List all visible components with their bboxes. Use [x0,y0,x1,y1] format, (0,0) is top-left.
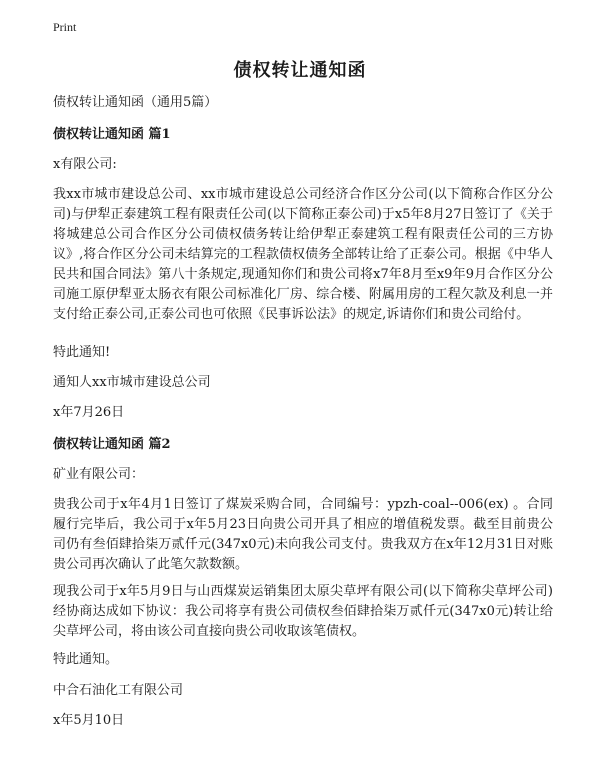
article-2-body: 贵我公司于x年4月1日签订了煤炭采购合同，合同编号：ypzh-coal--006(ex) 。合同履行完毕后，我公司于x年5月23日向贵公司开具了相应的增值税发票。截至目前贵公司仍有叁佰肆拾柒万贰仟元(347x0元)未向我公司支付。贵我双方在x年12月31日对账贵公司再次确认了此笔欠款数额。 [53,497,553,572]
article-2-recipient: 矿业有限公司： [53,467,145,482]
article-2-closing: 特此通知。 [53,652,119,667]
article-1-closing: 特此通知! [53,345,111,360]
article-2-date: x年5月10日 [53,713,125,728]
print-link[interactable]: Print [53,20,77,34]
article-2-body-2: 现我公司于x年5月9日与山西煤炭运销集团太原尖草坪有限公司(以下简称尖草坪公司)经协商达成如下协议：我公司将享有贵公司债权叁佰肆拾柒万贰仟元(347x0元)转让给尖草坪公司，将由该公司直接向贵公司收取该笔债权。 [53,584,553,639]
article-2-heading: 债权转让通知函 篇2 [53,437,171,452]
article-1-recipient: x有限公司: [53,157,117,172]
document-subtitle: 债权转让通知函（通用5篇） [53,95,218,110]
document-title: 债权转让通知函 [233,60,367,81]
article-1-date: x年7月26日 [53,405,125,420]
article-1-heading: 债权转让通知函 篇1 [53,127,171,142]
article-2-signer: 中合石油化工有限公司 [53,683,184,698]
article-1-body: 我xx市城市建设总公司、xx市城市建设总公司经济合作区分公司(以下简称合作区分公司)与伊犁正泰建筑工程有限责任公司(以下简称正泰公司)于x5年8月27日签订了《关于将城建总公司合作区分公司债权债务转让给伊犁正泰建筑工程有限责任公司的三方协议》,将合作区分公司未结算完的工程款债权债务全部转让给了正泰公司。根据《中华人民共和国合同法》第八十条规定,现通知你们和贵公司将x7年8月至x9年9月合作区分公司施工原伊犁亚太肠衣有限公司标准化厂房、综合楼、附属用房的工程欠款及利息一并支付给正泰公司,正泰公司也可依照《民事诉讼法》的规定,诉请你们和贵公司给付。 [53,187,553,322]
article-1-signer: 通知人xx市城市建设总公司 [53,375,211,390]
